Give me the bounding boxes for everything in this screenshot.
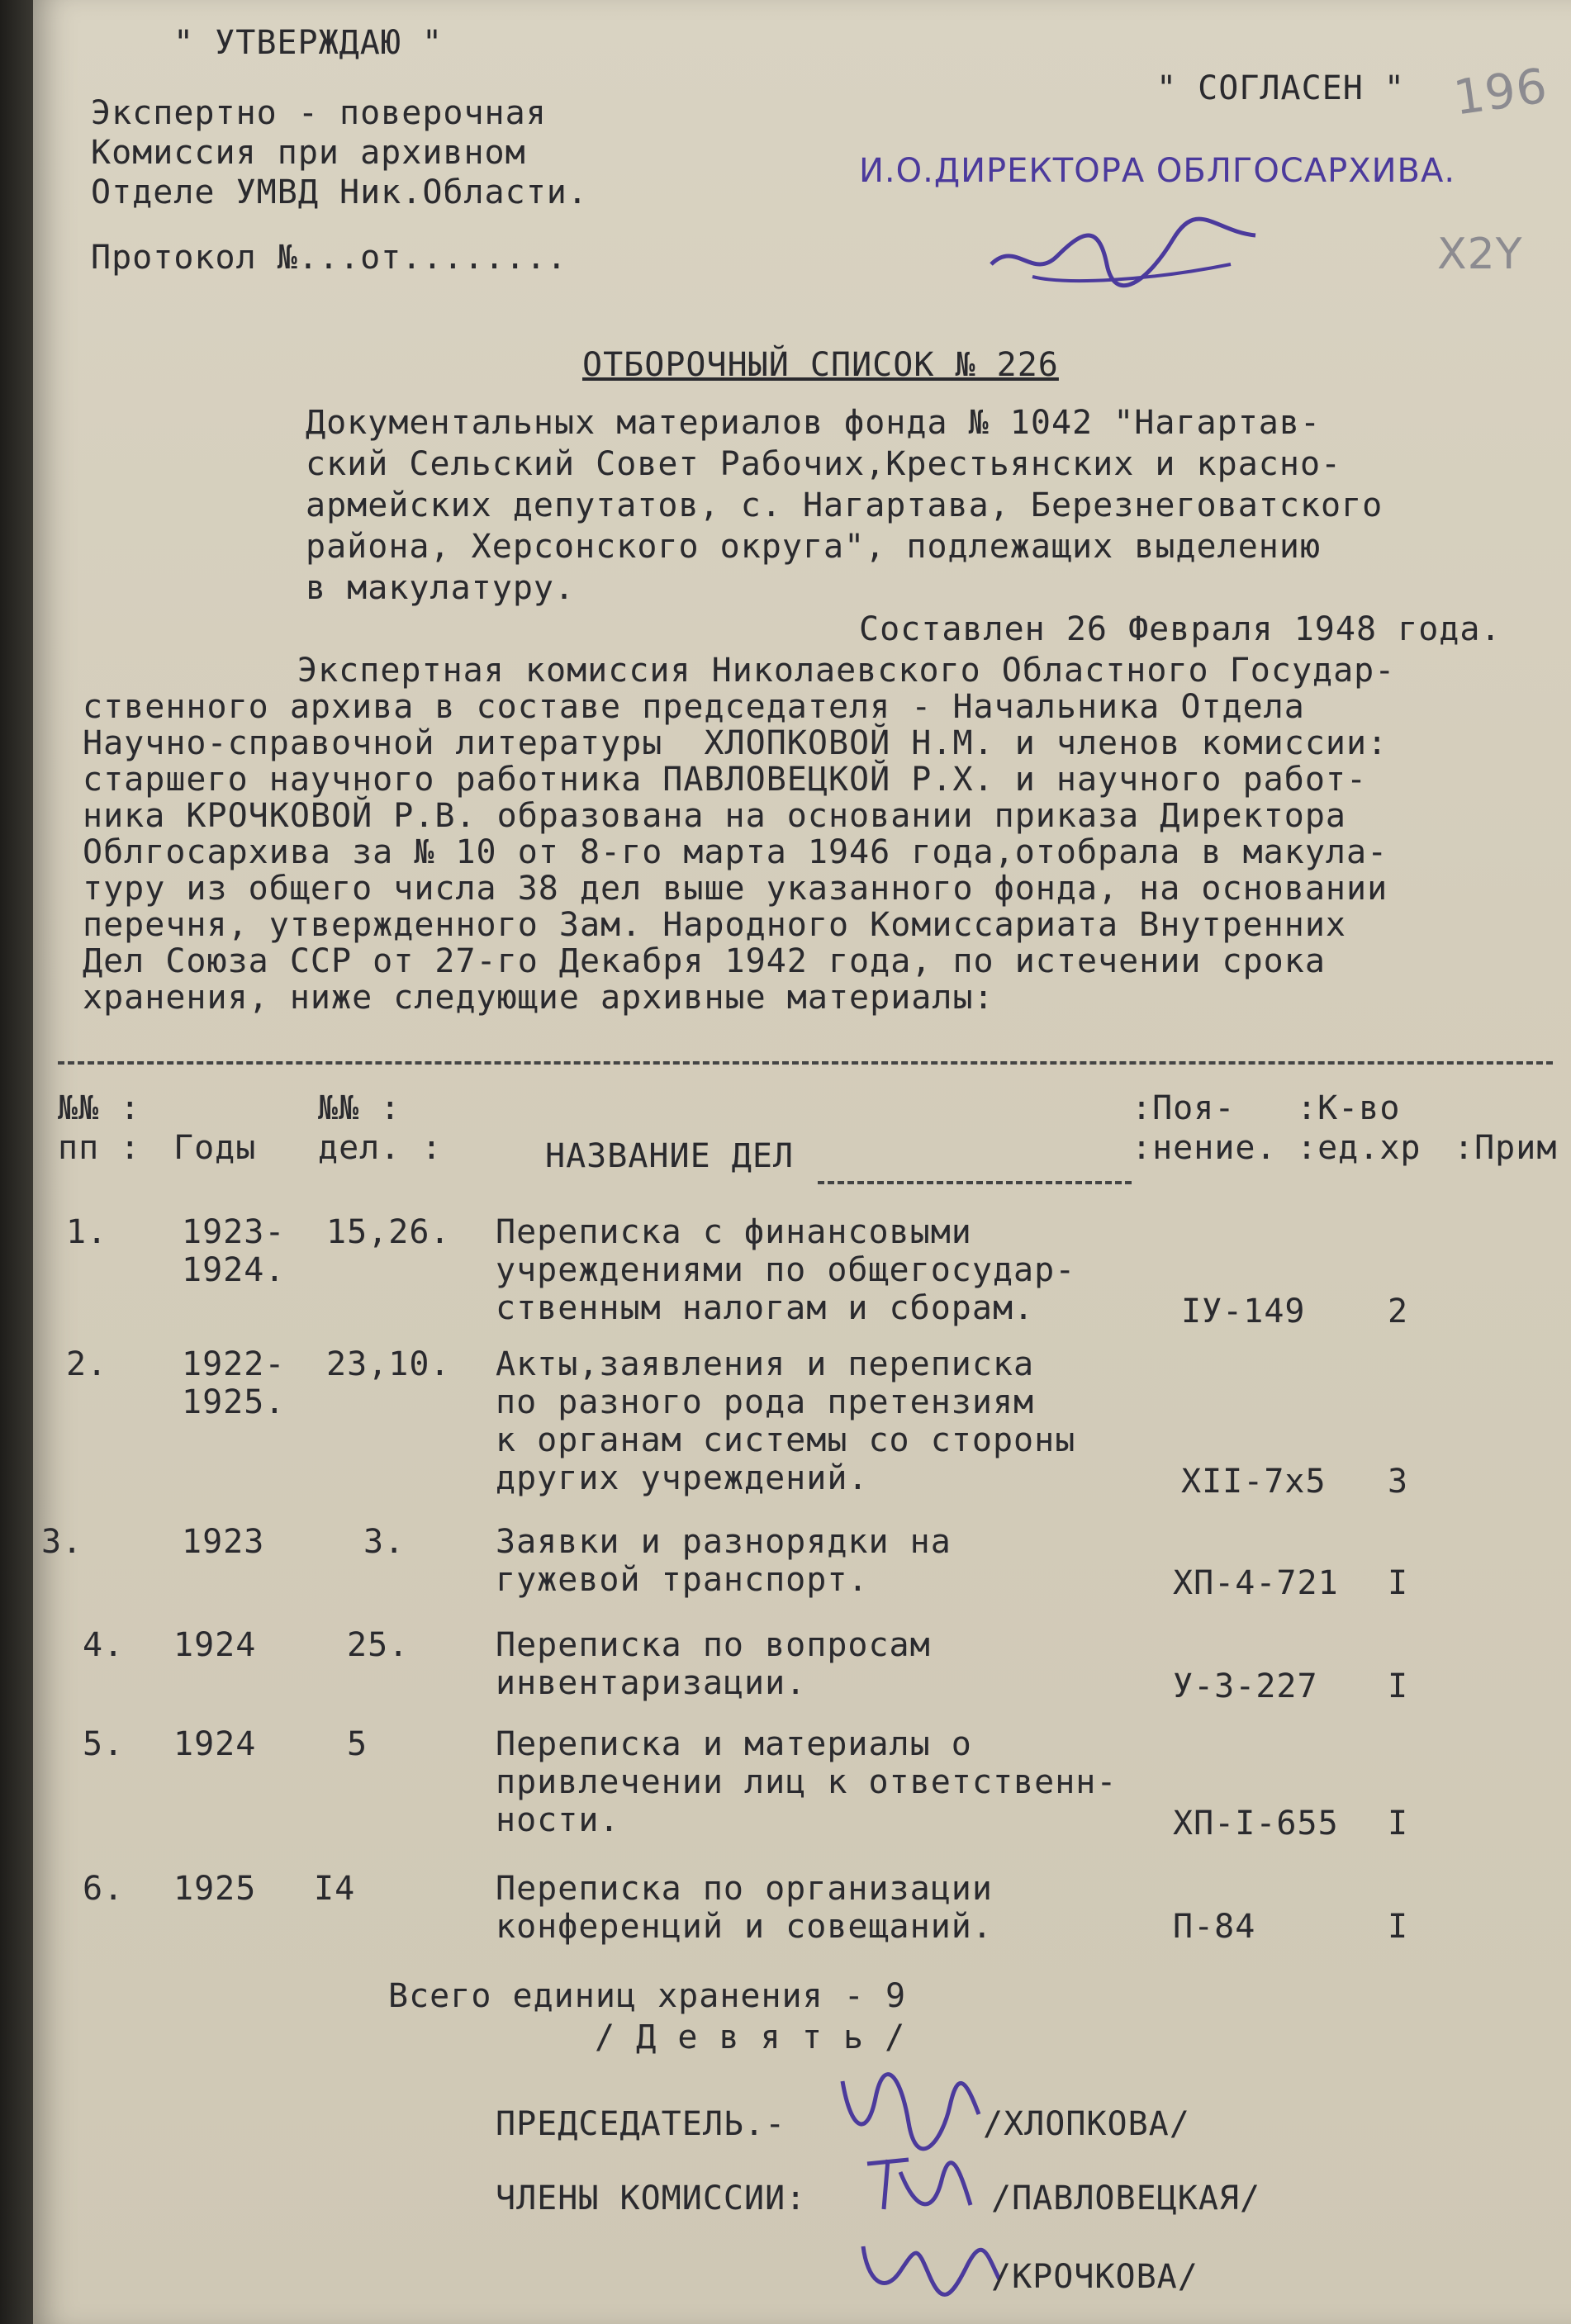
row-number: 1. [66, 1213, 108, 1251]
row-cases: I4 [314, 1870, 356, 1908]
row-years: 1924 [173, 1626, 257, 1664]
row-years: 1925. [182, 1383, 286, 1421]
header-cases: дел. : [318, 1129, 443, 1167]
row-years: 1924. [182, 1251, 286, 1289]
row-title-line: Переписка по организации [496, 1870, 993, 1908]
row-number: 6. [83, 1870, 125, 1908]
row-title-line: ности. [496, 1801, 620, 1839]
row-note: XП-4-721 [1173, 1564, 1339, 1602]
header-num: пп : [58, 1129, 141, 1167]
approved-line: Комиссия при архивном [91, 134, 526, 172]
row-title-line: привлечении лиц к ответственн- [496, 1763, 1118, 1801]
row-qty: I [1388, 1908, 1409, 1946]
row-title-line: Переписка по вопросам [496, 1626, 931, 1664]
row-qty: I [1388, 1667, 1409, 1705]
row-years: 1923- [182, 1213, 286, 1251]
approved-title: " УТВЕРЖДАЮ " [173, 24, 444, 62]
row-qty: I [1388, 1564, 1409, 1602]
row-note: П-84 [1173, 1908, 1256, 1946]
header-remarks: :Прим [1454, 1129, 1558, 1167]
body-line: перечня, утвержденного Зам. Народного Комиссариата Внутренних [83, 906, 1347, 944]
row-title-line: конференций и совещаний. [496, 1908, 993, 1946]
row-title-line: других учреждений. [496, 1459, 869, 1497]
header-qty: :К-во [1297, 1089, 1401, 1127]
body-line: Облгосархива за № 10 от 8-го марта 1946 года,отобрала в макула- [83, 833, 1388, 871]
header-num: №№ : [58, 1089, 141, 1127]
pencil-mark: X2Y [1437, 230, 1523, 279]
row-qty: 3 [1388, 1463, 1409, 1501]
table-top-rule [58, 1061, 1553, 1065]
header-years: Годы [173, 1129, 257, 1167]
member1-signature [851, 2139, 983, 2230]
row-title-line: инвентаризации. [496, 1664, 807, 1702]
total-words: / Д е в я т ь / [595, 2018, 906, 2056]
date-line: Составлен 26 Февраля 1948 года. [859, 610, 1502, 648]
subtitle-line: Документальных материалов фонда № 1042 "Нагартав- [306, 404, 1322, 442]
body-line: старшего научного работника ПАВЛОВЕЦКОЙ Р.Х. и научного работ- [83, 761, 1368, 799]
header-note: :нение. [1132, 1129, 1277, 1167]
header-note: :Поя- [1132, 1089, 1236, 1127]
body-line: хранения, ниже следующие архивные материалы: [83, 979, 994, 1017]
row-note: IУ-149 [1181, 1292, 1306, 1330]
body-line: Дел Союза ССР от 27-го Декабря 1942 года, по истечении срока [83, 942, 1326, 980]
header-rule [818, 1181, 1132, 1184]
header-title: НАЗВАНИЕ ДЕЛ [545, 1137, 794, 1175]
row-years: 1922- [182, 1345, 286, 1383]
row-years: 1923 [182, 1523, 265, 1561]
row-title-line: Переписка и материалы о [496, 1725, 972, 1763]
row-note: У-3-227 [1173, 1667, 1318, 1705]
subtitle-line: ский Сельский Совет Рабочих,Крестьянских и красно- [306, 445, 1342, 483]
member2-signature [851, 2230, 1008, 2312]
book-binding [0, 0, 33, 2324]
row-title-line: учреждениями по общегосудар- [496, 1251, 1076, 1289]
row-number: 5. [83, 1725, 125, 1763]
agreed-title: " СОГЛАСЕН " [1156, 69, 1405, 107]
body-line: Экспертная комиссия Николаевского Областного Государ- [297, 652, 1396, 690]
row-cases: 3. [363, 1523, 406, 1561]
members-label: ЧЛЕНЫ КОМИССИИ: [496, 2179, 807, 2217]
row-title-line: Заявки и разнорядки на [496, 1523, 952, 1561]
row-cases: 5 [347, 1725, 368, 1763]
total-line: Всего единиц хранения - 9 [388, 1977, 907, 2015]
agreed-line: И.О.ДИРЕКТОРА ОБЛГОСАРХИВА. [859, 152, 1456, 190]
row-years: 1924 [173, 1725, 257, 1763]
director-signature [983, 206, 1264, 297]
header-qty: :ед.хр [1297, 1129, 1421, 1167]
chair-label: ПРЕДСЕДАТЕЛЬ.- [496, 2105, 786, 2143]
subtitle-line: района, Херсонского округа", подлежащих выделению [306, 528, 1322, 566]
row-cases: 15,26. [326, 1213, 451, 1251]
row-qty: 2 [1388, 1292, 1409, 1330]
row-note: XII-7x5 [1181, 1463, 1327, 1501]
chair-name: /ХЛОПКОВА/ [983, 2105, 1190, 2143]
row-number: 3. [41, 1523, 83, 1561]
subtitle-line: в макулатуру. [306, 569, 576, 607]
row-title-line: к органам системы со стороны [496, 1421, 1076, 1459]
header-cases: №№ : [318, 1089, 401, 1127]
pencil-page-number: 196 [1450, 57, 1551, 126]
row-note: XП-I-655 [1173, 1805, 1339, 1843]
body-line: Научно-справочной литературы ХЛОПКОВОЙ Н.М. и членов комиссии: [83, 724, 1388, 762]
row-title-line: Переписка с финансовыми [496, 1213, 972, 1251]
document-page [33, 0, 1571, 2324]
row-years: 1925 [173, 1870, 257, 1908]
body-line: туру из общего числа 38 дел выше указанного фонда, на основании [83, 870, 1388, 908]
row-number: 2. [66, 1345, 108, 1383]
protocol-line: Протокол №...от........ [91, 239, 567, 277]
row-title-line: по разного рода претензиям [496, 1383, 1035, 1421]
row-title-line: гужевой транспорт. [496, 1561, 869, 1599]
body-line: ника КРОЧКОВОЙ Р.В. образована на основании приказа Директора [83, 797, 1347, 835]
member1-name: /ПАВЛОВЕЦКАЯ/ [991, 2179, 1261, 2217]
approved-line: Отделе УМВД Ник.Области. [91, 173, 588, 211]
member2-name: /КРОЧКОВА/ [991, 2258, 1198, 2296]
row-cases: 23,10. [326, 1345, 451, 1383]
row-qty: I [1388, 1805, 1409, 1843]
row-title-line: Акты,заявления и переписка [496, 1345, 1035, 1383]
row-title-line: ственным налогам и сборам. [496, 1289, 1035, 1327]
row-cases: 25. [347, 1626, 410, 1664]
body-line: ственного архива в составе председателя - Начальника Отдела [83, 688, 1305, 726]
row-number: 4. [83, 1626, 125, 1664]
document-title: ОТБОРОЧНЫЙ СПИСОК № 226 [582, 346, 1059, 384]
approved-line: Экспертно - поверочная [91, 94, 547, 132]
subtitle-line: армейских депутатов, с. Нагартава, Березнеговатского [306, 486, 1384, 524]
